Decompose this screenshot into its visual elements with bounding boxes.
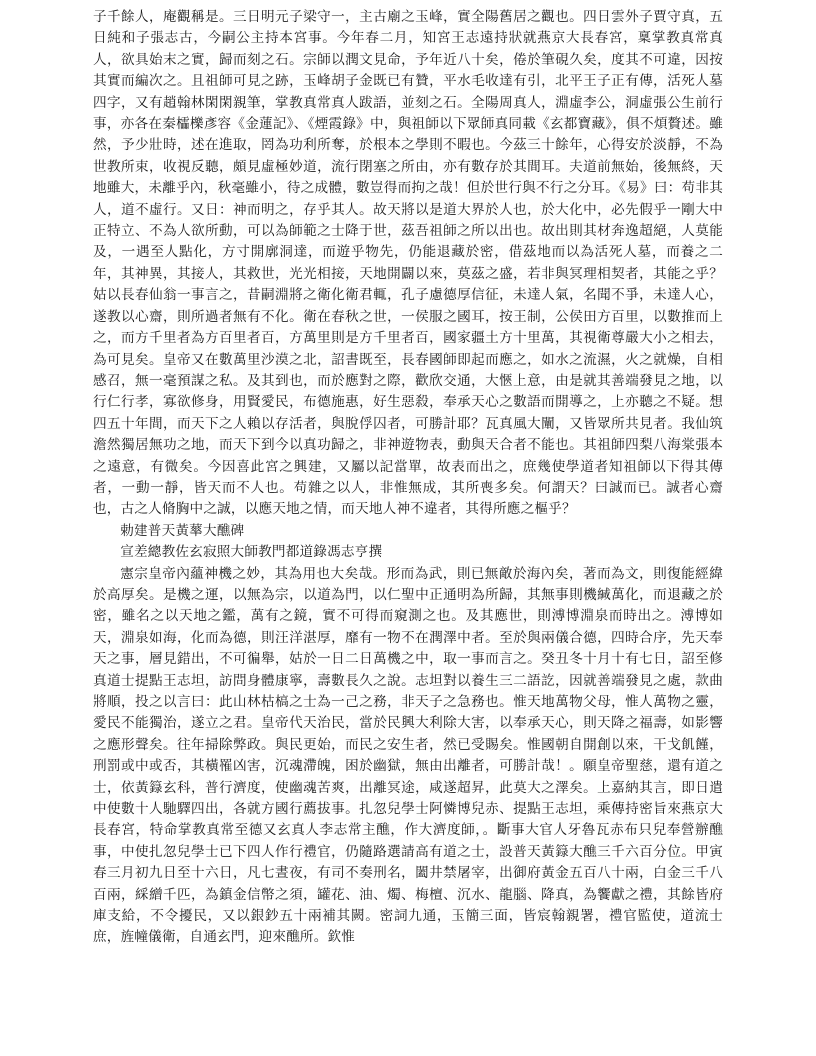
author-line: 宣差總教佐玄寂照大師教門都道錄馮志亨撰: [120, 544, 383, 561]
body-paragraph-1: 子千餘人，庵觀稱是。三日明元子梁守一，主古廟之玉峰，實全陽舊居之觀也。四日雲外子賈守真，五日純和子張志古，今嗣公主持本宮事。今年春二月，知宮王志遠持狀就燕京大長春宮，稟掌教真常真人，欲具始末之實，歸而刻之石。宗師以潤文見命，予年近八十矣，倦於筆硯久矣，度其不可違，因按其實而編次之。且祖師可見之跡，玉峰胡子金既已有贊，平水毛收達有引，北平王子正有傳，活死人墓四字，又有趙翰林閑閑親筆，掌教真常真人跋語，並刻之石。全陽周真人，淵虛李公，洞虛張公生前行事，亦各在秦櫺櫟彥容《金蓮記》、《煙霞錄》中，與祖師以下眾師真同載《玄都寶藏》，俱不煩贅述。雖然，予少壯時，述在進取，罔為功利所奪，於根本之學則不暇也。今茲三十餘年，心得安於淡靜，不為世教所束，收視反聽，頗見虛極妙道，流行閉塞之所由，亦有數存於其間耳。夫道前無始，後無終，天地雖大，未離乎內，秋毫雖小，待之成體，數豈得而拘之哉！但於世行與不行之分耳。《易》曰：苟非其人，道不虛行。又日：神而明之，存乎其人。故天將以是道大界於人也，於大化中，必先假乎一剛大中正特立、不為人欲所動，可以為師範之士降于世，茲吾祖師之所以出也。故出則其材奔逸超絕，人莫能及，一遇至人點化，方寸開廓洞達，而遊乎物先，仍能退藏於密，借茲地而以為活死人墓，而養之二年，其神異，其接人，其救世，光光相接，天地開闢以來，莫茲之盛，若非與冥理相契者，其能之乎？姑以長春仙翁一事言之，昔嗣淵將之衛化衛君輒，孔子慮德厚信征，未達人氣，名聞不爭，未達人心，遂教以心齋，則所過者無有不化。衛在春秋之世，一侯服之國耳，按王制，公侯田方百里，以數推而上之，而方千里者為方百里者百，方萬里則是方千里者百，國家疆土方十里萬，其視衛尊嚴大小之相去，為可見矣。皇帝又在數萬里沙漠之北，詔書既至，長春國師即起而應之，如水之流濕，火之就燥，自相感召，無一毫預謀之私。及其到也，而於應對之際，歡欣交通，大愜上意，由是就其善端發見之地，以行仁行孝，寡欲修身，用賢愛民，布德施惠，好生惡殺，奉承天心之數語而開導之，上亦聽之不疑。想四五十年間，而天下之人賴以存活者，與脫俘囚者，可勝計耶？瓦真風大闡，又皆眾所共見者。我仙筑澹然獨居無功之地，而天下到今以真功歸之，非神遊物表，動與天合者不能也。其祖師四梨八海棠張本之遠意，有微矣。今因喜此宮之興建，又屬以記當單，故表而出之，庶幾使學道者知祖師以下得其傳者，一動一靜，皆天而不人也。苟雜之以人，非惟無成，其所喪多矣。何謂天？曰誠而已。誠者心齋也，古之人脩胸中之誠，以應天地之情，而天地人神不違者，其得所應之樞乎？: [93, 9, 723, 518]
body-paragraph-2: 憲宗皇帝內蘊神機之妙，其為用也大矣哉。形而為武，則已無敵於海內矣，著而為文，則復能經緯於高厚矣。是機之運，以無為宗，以道為門，以仁聖中正通明為所歸，其無事則機緘萬化，而退藏之於密，雖名之以天地之鑑，萬有之鏡，實不可得而窺測之也。及其應世，則溥博淵泉而時出之。溥博如天，淵泉如海，化而為德，則汪洋湛厚，靡有一物不在潤澤中者。至於與兩儀合德，四時合序，先天奉天之事，層見錯出，不可徧舉，姑於一日二日萬機之中，取一事而言之。癸丑冬十月十有七日，詔至修真道士提點王志坦，訪問身體康寧，壽數長久之說。志坦對以養生三二語訖，因就善端發見之處，款曲將順，投之以言曰：此山林枯槁之士為一己之務，非天子之急務也。惟天地萬物父母，惟人萬物之靈，愛民不能獨治，遂立之君。皇帝代天治民，當於民興大利除大害，以奉承天心，則天降之福壽，如影響之應形聲矣。往年掃除弊政。與民更始，而民之安生者，然已受賜矣。惟國朝自開創以來，干戈飢饉，刑罰或中或否，其橫罹凶害，沉魂滯魄，困於幽獄，無由出離者，可勝計哉！。願皇帝聖慈，還有道之士，依黃籙玄科，普行濟度，使幽魂苦爽，出離冥途，咸遂超昇，此莫大之澤矣。上嘉納其言，即日遣中使數十人馳驛四出，各就方國行薦拔事。扎忽兒學士阿憐博兒赤、提點王志坦，乘傳持密旨來燕京大長春宮，特命掌教真常至德又玄真人李志常主醮，作大濟度師，。斷事大官人牙魯瓦赤布只兒奉營辦醮事，中使扎忽兒學士已下四人作行禮官，仍隨路選請高有道之士，設普天黃籙大醮三千六百分位。甲寅春三月初九日至十六日，凡七晝夜，有司不奏刑名，闔井禁屠宰，出御府黃金五百八十兩，白金三千八百兩，綵繒千匹，為鎮金信幣之須，罐花、油、燭、梅檀、沉水、龍腦、降真，為饗獻之禮，其餘皆府庫支給，不令擾民，又以銀鈔五十兩補其闕。密詞九通，玉簡三面，皆宸翰親署，禮官監使，道流士庶，旌幢儀衛，自通玄門，迎來醮所。欽惟: [93, 565, 723, 946]
document-page: [93, 7, 723, 949]
inscription-title: 勅建普天黃蕐大醮碑: [120, 522, 245, 539]
